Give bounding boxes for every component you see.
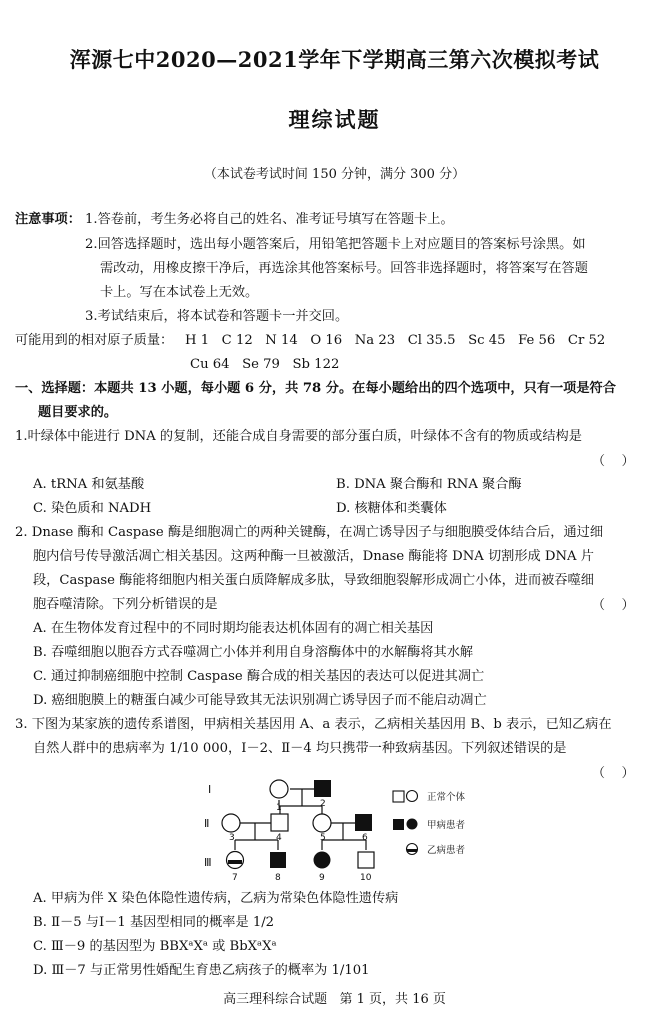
label-5: 5 bbox=[320, 833, 326, 843]
q3-option-b: B. Ⅱ－5 与Ⅰ－1 基因型相同的概率是 1/2 bbox=[33, 915, 275, 930]
notice-item-2c: 卡上。写在本试卷上无效。 bbox=[100, 285, 259, 300]
q3-answer-paren: （ ） bbox=[592, 766, 635, 781]
label-7: 7 bbox=[232, 873, 238, 883]
q2-option-d: D. 癌细胞膜上的糖蛋白减少可能导致其无法识别凋亡诱导因子而不能启动凋亡 bbox=[33, 693, 487, 708]
individual-i-2 bbox=[314, 780, 331, 797]
individual-ii-4 bbox=[271, 814, 288, 831]
q1-option-c: C. 染色质和 NADH bbox=[33, 501, 152, 516]
pedigree-diagram bbox=[190, 776, 510, 886]
legend-normal-label: 正常个体 bbox=[427, 792, 466, 803]
q2-stem-2: 胞内信号传导激活凋亡相关基因。这两种酶一旦被激活，Dnase 酶能将 DNA 切割形成 DNA 片 bbox=[33, 549, 594, 564]
individual-iii-9 bbox=[314, 852, 331, 869]
legend-jia-label: 甲病患者 bbox=[427, 820, 466, 831]
legend-yi-mark bbox=[407, 849, 417, 852]
q1-stem: 1.叶绿体中能进行 DNA 的复制，还能合成自身需要的部分蛋白质，叶绿体不含有的物质或结构是 bbox=[15, 429, 582, 444]
exam-title: 浑源七中2020—2021学年下学期高三第六次模拟考试 bbox=[69, 47, 600, 72]
q1-option-a: A. tRNA 和氨基酸 bbox=[33, 477, 145, 492]
notice-item-2a: 2.回答选择题时，选出每小题答案后，用铅笔把答题卡上对应题目的答案标号涂黑。如 bbox=[85, 237, 586, 252]
individual-ii-6 bbox=[355, 814, 372, 831]
atomic-masses-label: 可能用到的相对原子质量： bbox=[15, 333, 174, 348]
section-heading-cont: 题目要求的。 bbox=[38, 405, 118, 420]
legend-jia-circle bbox=[407, 819, 418, 830]
page-footer: 高三理科综合试题 第 1 页，共 16 页 bbox=[223, 992, 446, 1007]
notice-item-1: 1.答卷前，考生务必将自己的姓名、准考证号填写在答题卡上。 bbox=[85, 212, 454, 227]
section-heading: 一、选择题：本题共 13 小题，每小题 6 分，共 78 分。在每小题给出的四个选项中，只有一项是符合 bbox=[15, 381, 616, 396]
q3-stem-1: 3. 下图为某家族的遗传系谱图，甲病相关基因用 A、a 表示，乙病相关基因用 B、b 表示，已知乙病在 bbox=[15, 717, 612, 732]
atomic-masses-line-2: Cu 64 Se 79 Sb 122 bbox=[190, 357, 340, 372]
q2-option-c: C. 通过抑制癌细胞中控制 Caspase 酶合成的相关基因的表达可以促进其凋亡 bbox=[33, 669, 485, 684]
label-9: 9 bbox=[319, 873, 325, 883]
q3-stem-2: 自然人群中的患病率为 1/10 000，Ⅰ－2、Ⅱ－4 均只携带一种致病基因。下列叙述错误的是 bbox=[33, 741, 567, 756]
q2-stem-4: 胞吞噬清除。下列分析错误的是 bbox=[33, 597, 218, 612]
individual-iii-10 bbox=[358, 852, 374, 868]
q3-option-c: C. Ⅲ－9 的基因型为 BBXᵃXᵃ 或 BbXᵃXᵃ bbox=[33, 939, 277, 954]
individual-ii-3 bbox=[222, 814, 240, 832]
individual-iii-7-mark bbox=[228, 860, 242, 864]
q3-option-d: D. Ⅲ－7 与正常男性婚配生育患乙病孩子的概率为 1/101 bbox=[33, 963, 370, 978]
q1-option-b: B. DNA 聚合酶和 RNA 聚合酶 bbox=[336, 477, 522, 492]
label-8: 8 bbox=[275, 873, 281, 883]
q2-stem-3: 段，Caspase 酶能将细胞内相关蛋白质降解成多肽，导致细胞裂解形成凋亡小体，进而被吞噬细 bbox=[33, 573, 594, 588]
legend-normal-circle bbox=[407, 791, 418, 802]
q1-answer-paren: （ ） bbox=[592, 454, 635, 469]
legend-jia-square bbox=[393, 819, 404, 830]
legend-yi-label: 乙病患者 bbox=[427, 845, 466, 856]
q2-option-b: B. 吞噬细胞以胞吞方式吞噬凋亡小体并利用自身溶酶体中的水解酶将其水解 bbox=[33, 645, 474, 660]
label-10: 10 bbox=[360, 873, 372, 883]
q2-stem-1: 2. Dnase 酶和 Caspase 酶是细胞凋亡的两种关键酶，在凋亡诱导因子与细胞膜受体结合后，通过细 bbox=[15, 525, 604, 540]
label-4: 4 bbox=[276, 833, 282, 843]
exam-subtitle: 理综试题 bbox=[288, 107, 381, 132]
label-3: 3 bbox=[229, 833, 235, 843]
gen-2-label: Ⅱ bbox=[204, 817, 210, 830]
individual-i-1 bbox=[270, 780, 288, 798]
label-2: 2 bbox=[320, 799, 326, 809]
notice-label: 注意事项： bbox=[15, 212, 81, 227]
notice-item-2b: 需改动，用橡皮擦干净后，再选涂其他答案标号。回答非选择题时，将答案写在答题 bbox=[100, 261, 588, 276]
legend-normal-square bbox=[393, 791, 404, 802]
q2-option-a: A. 在生物体发育过程中的不同时期均能表达机体固有的凋亡相关基因 bbox=[33, 621, 434, 636]
label-6: 6 bbox=[362, 833, 368, 843]
atomic-masses-line-1: H 1 C 12 N 14 O 16 Na 23 Cl 35.5 Sc 45 Fe 56 Cr 52 bbox=[185, 333, 606, 348]
label-1: 1 bbox=[276, 803, 282, 813]
exam-meta: （本试卷考试时间 150 分钟，满分 300 分） bbox=[203, 167, 466, 182]
q3-option-a: A. 甲病为伴 X 染色体隐性遗传病，乙病为常染色体隐性遗传病 bbox=[33, 891, 399, 906]
gen-3-label: Ⅲ bbox=[204, 856, 212, 869]
gen-1-label: Ⅰ bbox=[208, 783, 212, 796]
notice-item-3: 3.考试结束后，将本试卷和答题卡一并交回。 bbox=[85, 309, 349, 324]
q2-answer-paren: （ ） bbox=[592, 598, 635, 613]
individual-iii-8 bbox=[270, 852, 286, 868]
q1-option-d: D. 核糖体和类囊体 bbox=[336, 501, 447, 516]
individual-ii-5 bbox=[313, 814, 331, 832]
